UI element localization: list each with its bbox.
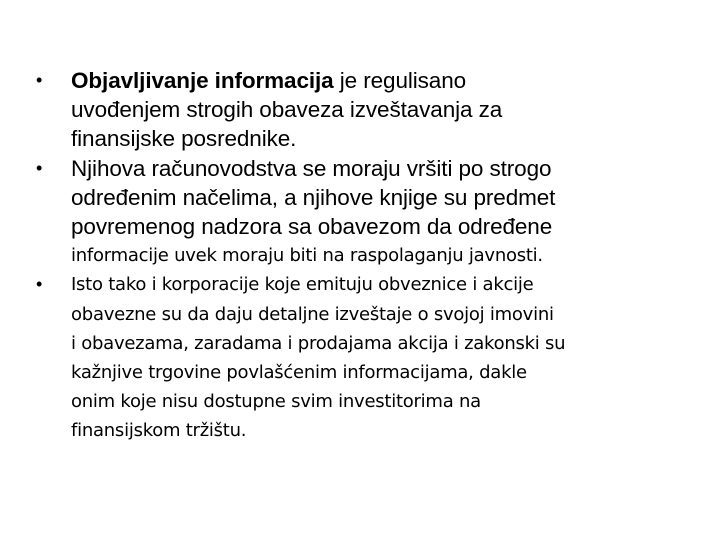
- bullet-item-corporations: [24, 270, 694, 445]
- text-line: finansijskom tržištu.: [71, 420, 247, 442]
- text-line: Isto tako i korporacije koje emituju obveznice i akcije: [71, 274, 534, 296]
- text-line: [71, 66, 694, 95]
- bullet-text: [71, 270, 694, 445]
- bullet-marker: •: [36, 157, 43, 178]
- text-line: uvođenjem strogih obaveza izveštavanja za: [71, 97, 503, 123]
- bullet-marker: •: [36, 70, 43, 90]
- text-line: informacije uvek moraju biti na raspolaganju javnosti.: [71, 245, 543, 267]
- text-line: i obavezama, zaradama i prodajama akcija i zakonski su: [71, 332, 566, 354]
- bullet-list: [24, 66, 694, 446]
- bullet-item-accounting: [24, 154, 694, 271]
- text-line: povremenog nadzora sa obavezom da određene: [71, 214, 553, 240]
- text-fragment: je regulisano: [333, 68, 467, 93]
- text-line: određenim načelima, a njihove knjige su predmet: [71, 184, 556, 210]
- bullet-text: [71, 66, 694, 154]
- bullet-text: [71, 154, 694, 271]
- text-line: obavezne su da daju detaljne izveštaje o svojoj imovini: [71, 303, 554, 325]
- emphasis-term: Objavljivanje informacija: [71, 68, 334, 93]
- text-line: Njihova računovodstva se moraju vršiti po strogo: [71, 155, 552, 181]
- bullet-marker: •: [36, 274, 43, 295]
- text-line: kažnjive trgovine povlašćenim informacijama, dakle: [71, 362, 527, 384]
- text-line: finansijske posrednike.: [71, 126, 297, 152]
- bullet-item-disclosure: [24, 66, 694, 154]
- text-line: onim koje nisu dostupne svim investitorima na: [71, 391, 481, 413]
